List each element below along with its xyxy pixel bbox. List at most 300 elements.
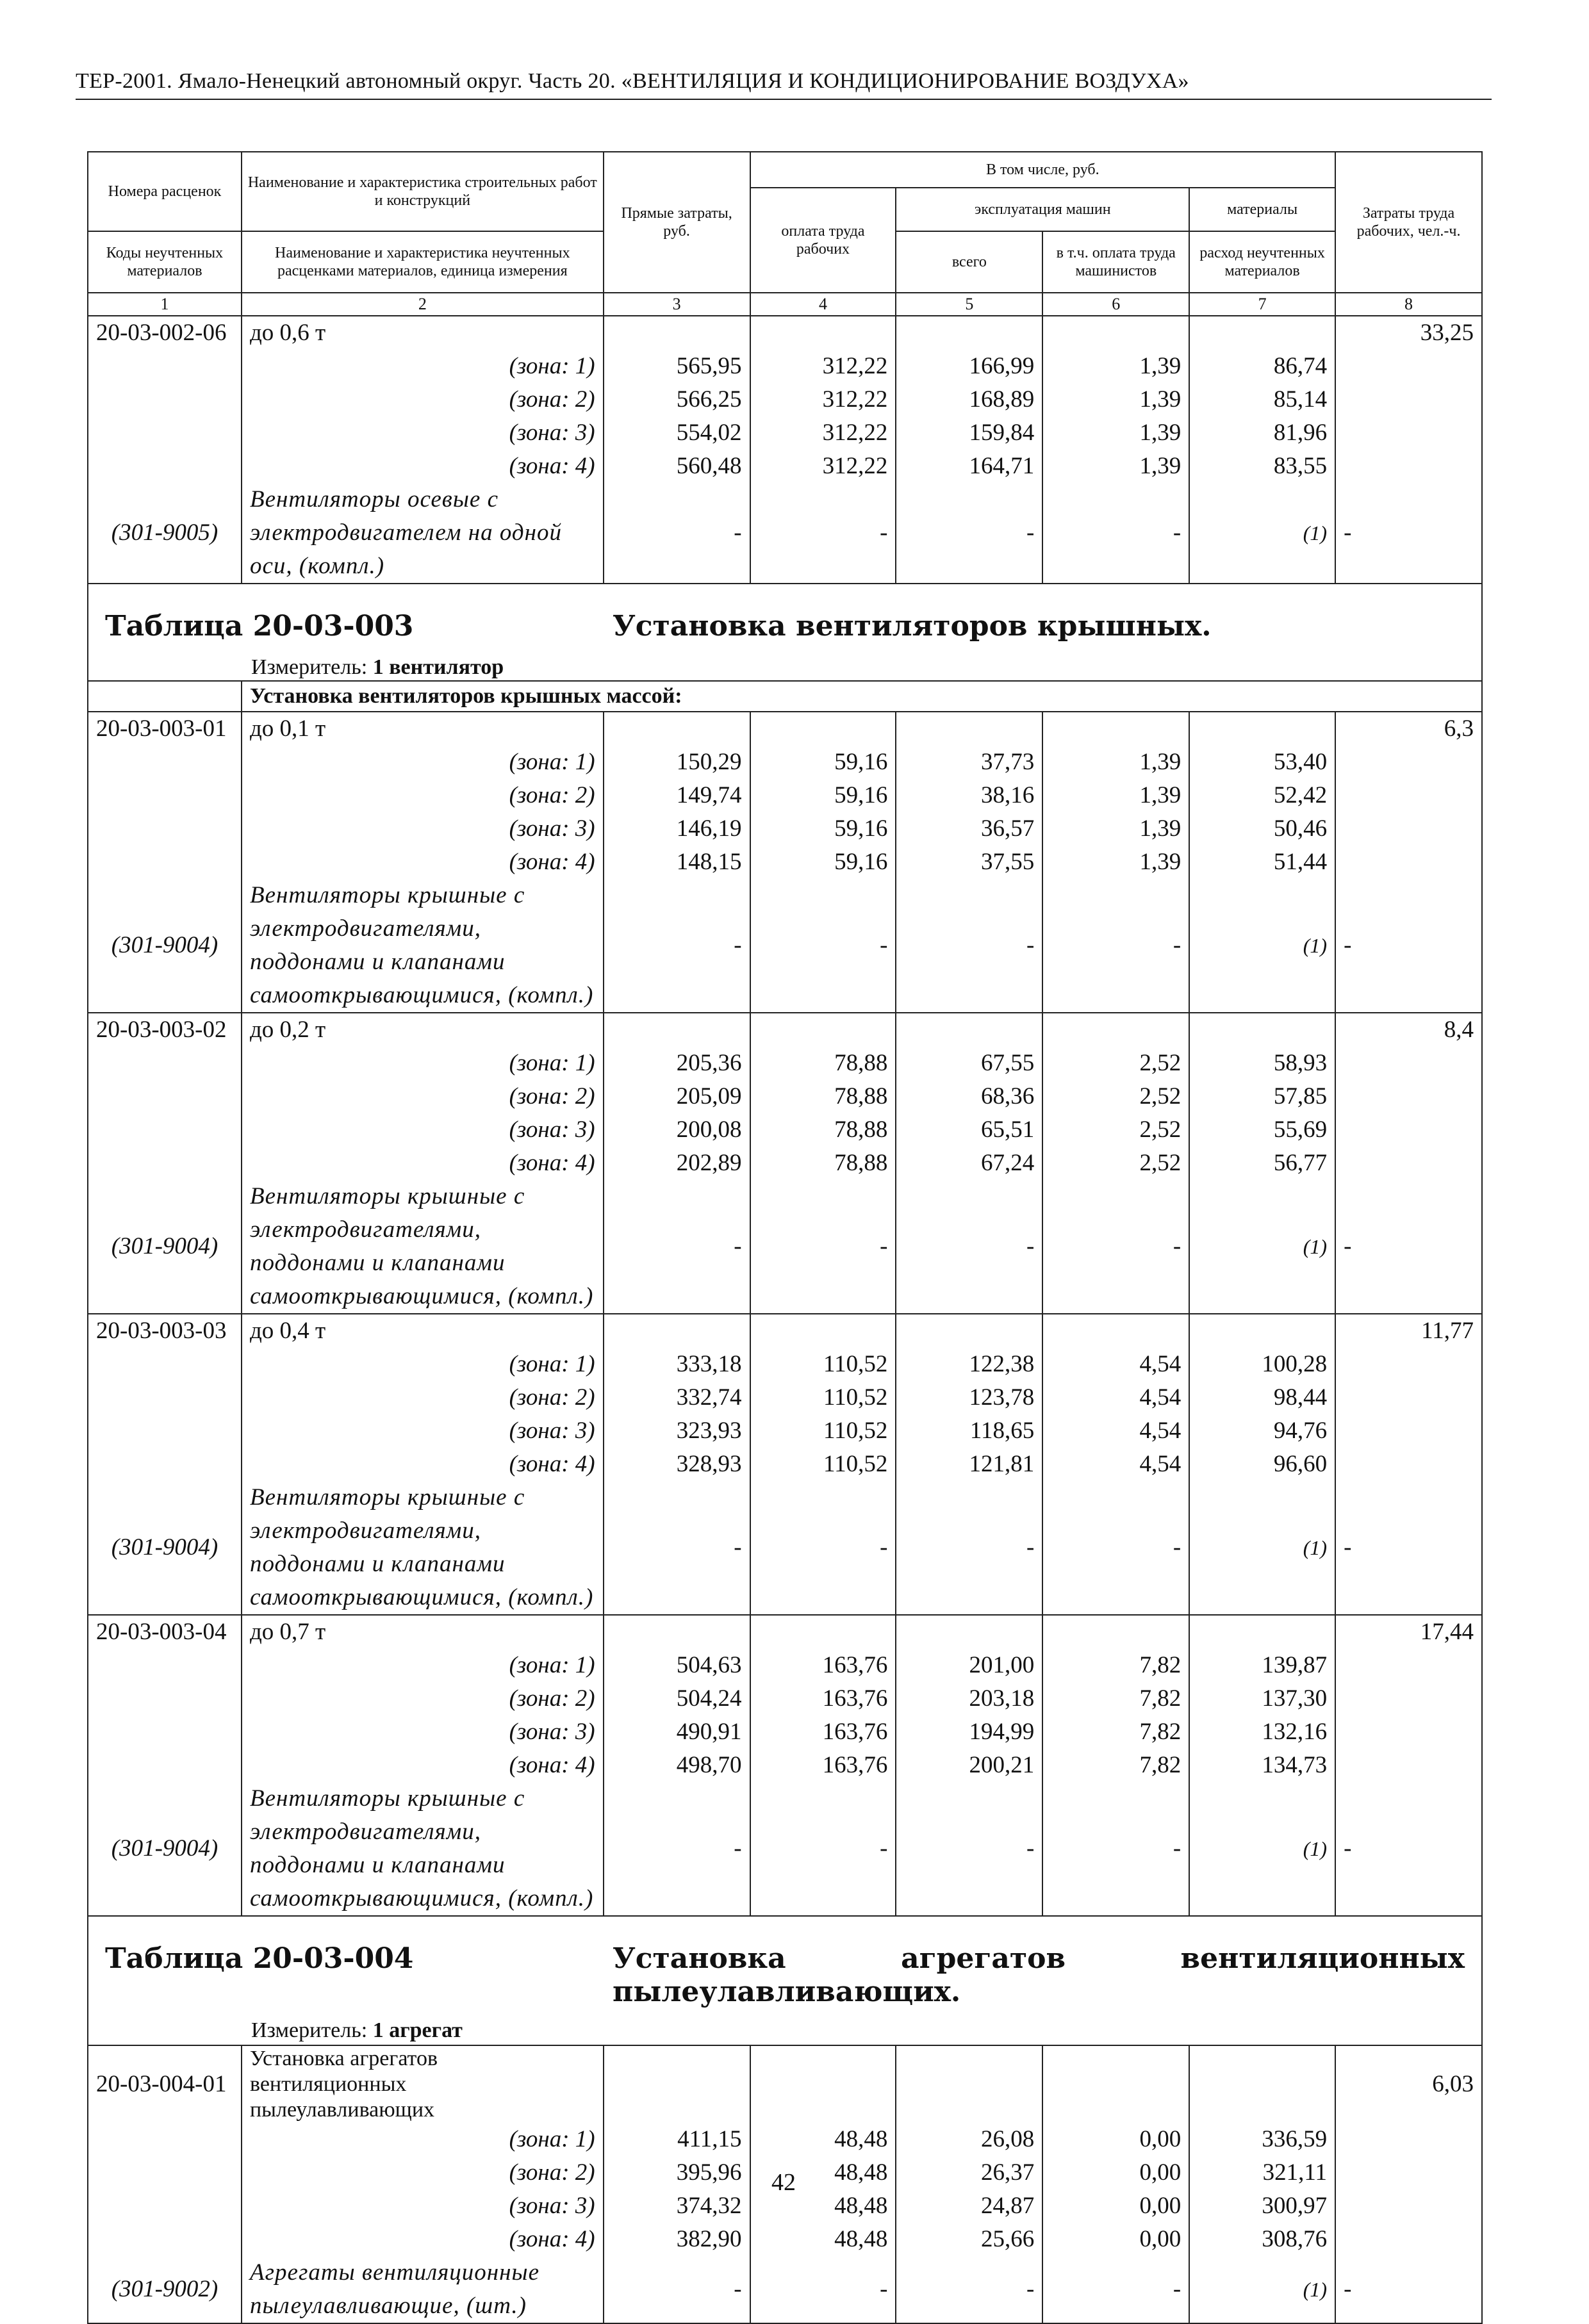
empty-cell [750, 316, 896, 350]
empty-cell [1335, 1682, 1482, 1715]
col-material-use: расход неучтенных материалов [1189, 231, 1335, 293]
dash-value: - [1042, 879, 1189, 1013]
empty-cell [750, 2045, 896, 2123]
dash-value: - [896, 1180, 1042, 1314]
zone-label: (зона: 2) [242, 779, 604, 812]
page-number: 42 [771, 2169, 796, 2196]
empty-cell [88, 1649, 242, 1682]
empty-cell [88, 1682, 242, 1715]
zone-label: (зона: 3) [242, 1113, 604, 1147]
zone-label: (зона: 2) [242, 1381, 604, 1414]
zone-row [88, 1348, 1482, 1381]
zone-label: (зона: 4) [242, 1448, 604, 1481]
empty-cell [1335, 450, 1482, 483]
dash-value: - [750, 1782, 896, 1916]
col-rate-numbers: Номера расценок [88, 152, 242, 231]
empty-cell [88, 1348, 242, 1381]
zone-label: (зона: 2) [242, 1080, 604, 1113]
dash-value: - [750, 879, 896, 1013]
dash-value: - [604, 2256, 750, 2323]
zone-label: (зона: 4) [242, 1749, 604, 1782]
table-heading-row [88, 1916, 1482, 2045]
empty-cell [896, 712, 1042, 746]
rate-block-b2 [88, 1013, 1482, 1314]
col-material-codes: Коды неучтенных материалов [88, 231, 242, 293]
col-materials: материалы [1189, 188, 1335, 231]
cost-value: 55,69 [1189, 1113, 1335, 1147]
cost-value: 203,18 [896, 1682, 1042, 1715]
cost-value: 59,16 [750, 846, 896, 879]
cost-value: 7,82 [1042, 1715, 1189, 1749]
cost-value: 308,76 [1189, 2223, 1335, 2256]
zone-row [88, 1749, 1482, 1782]
zone-row [88, 350, 1482, 383]
cost-value: 166,99 [896, 350, 1042, 383]
table-title: Установка вентиляторов крышных. [613, 610, 1212, 642]
cost-value: 205,36 [604, 1047, 750, 1080]
dash-value: - [1335, 1782, 1482, 1916]
cost-value: 163,76 [750, 1682, 896, 1715]
cost-value: 554,02 [604, 416, 750, 450]
rate-code-row [88, 2045, 1482, 2123]
cost-value: 36,57 [896, 812, 1042, 846]
cost-value: 333,18 [604, 1348, 750, 1381]
cost-value: 38,16 [896, 779, 1042, 812]
cost-value: 498,70 [604, 1749, 750, 1782]
empty-cell [88, 681, 242, 712]
table-label: Таблица 20-03-004 [105, 1942, 414, 1975]
zone-label: (зона: 1) [242, 2123, 604, 2156]
material-unit: (1) [1189, 1481, 1335, 1615]
cost-value: 0,00 [1042, 2156, 1189, 2189]
dash-value: - [1335, 1481, 1482, 1615]
empty-cell [1335, 383, 1482, 416]
dash-value: - [896, 483, 1042, 584]
cost-value: 122,38 [896, 1348, 1042, 1381]
cost-value: 163,76 [750, 1649, 896, 1682]
rate-code: 20-03-003-02 [88, 1013, 242, 1047]
cost-value: 139,87 [1189, 1649, 1335, 1682]
cost-value: 37,55 [896, 846, 1042, 879]
cost-value: 2,52 [1042, 1080, 1189, 1113]
cost-value: 504,24 [604, 1682, 750, 1715]
empty-cell [1042, 316, 1189, 350]
cost-value: 118,65 [896, 1414, 1042, 1448]
zone-row [88, 746, 1482, 779]
empty-cell [750, 1314, 896, 1348]
cost-value: 68,36 [896, 1080, 1042, 1113]
cost-value: 48,48 [750, 2189, 896, 2223]
zone-row [88, 1649, 1482, 1682]
material-description: Вентиляторы крышные с электродвигателями, поддонами и клапанами самооткрывающимися, (компл.) [242, 1782, 604, 1916]
empty-cell [604, 1615, 750, 1649]
cost-value: 7,82 [1042, 1749, 1189, 1782]
material-code: (301-9004) [88, 879, 242, 1013]
labor-value: 17,44 [1335, 1615, 1482, 1649]
cost-value: 26,37 [896, 2156, 1042, 2189]
empty-cell [1335, 1749, 1482, 1782]
cost-value: 328,93 [604, 1448, 750, 1481]
meter-unit: 1 вентилятор [372, 655, 504, 679]
zone-row [88, 2223, 1482, 2256]
cost-value: 7,82 [1042, 1649, 1189, 1682]
empty-cell [1335, 1448, 1482, 1481]
rate-code-row [88, 712, 1482, 746]
empty-cell [750, 712, 896, 746]
meter-prefix: Измеритель: [251, 655, 368, 679]
empty-cell [88, 1414, 242, 1448]
col-wages: оплата труда рабочих [750, 188, 896, 293]
empty-cell [1335, 1381, 1482, 1414]
dash-value: - [896, 2256, 1042, 2323]
empty-cell [1335, 2156, 1482, 2189]
empty-cell [88, 2223, 242, 2256]
empty-cell [896, 1013, 1042, 1047]
cost-value: 4,54 [1042, 1448, 1189, 1481]
cost-value: 25,66 [896, 2223, 1042, 2256]
empty-cell [1042, 712, 1189, 746]
rate-name: Установка агрегатов вентиляционных пылеулавливающих [242, 2045, 604, 2123]
material-description: Вентиляторы крышные с электродвигателями, поддонами и клапанами самооткрывающимися, (компл.) [242, 879, 604, 1013]
cost-value: 81,96 [1189, 416, 1335, 450]
zone-label: (зона: 1) [242, 1047, 604, 1080]
zone-row [88, 1381, 1482, 1414]
cost-value: 504,63 [604, 1649, 750, 1682]
cost-value: 395,96 [604, 2156, 750, 2189]
cost-value: 132,16 [1189, 1715, 1335, 1749]
empty-cell [88, 1715, 242, 1749]
cost-value: 565,95 [604, 350, 750, 383]
empty-cell [750, 1013, 896, 1047]
cost-value: 48,48 [750, 2156, 896, 2189]
zone-row [88, 2123, 1482, 2156]
rate-name: до 0,6 т [242, 316, 604, 350]
cost-value: 150,29 [604, 746, 750, 779]
rate-name: до 0,1 т [242, 712, 604, 746]
rate-code-row [88, 1615, 1482, 1649]
cost-value: 59,16 [750, 812, 896, 846]
cost-value: 159,84 [896, 416, 1042, 450]
cost-value: 48,48 [750, 2223, 896, 2256]
empty-cell [604, 2045, 750, 2123]
col-num: 3 [604, 293, 750, 316]
dash-value: - [896, 1782, 1042, 1916]
cost-value: 67,55 [896, 1047, 1042, 1080]
empty-cell [896, 316, 1042, 350]
rate-code: 20-03-003-04 [88, 1615, 242, 1649]
cost-value: 194,99 [896, 1715, 1042, 1749]
table-heading-row [88, 584, 1482, 681]
zone-row [88, 1047, 1482, 1080]
cost-value: 0,00 [1042, 2223, 1189, 2256]
table-label: Таблица 20-03-003 [105, 610, 414, 642]
labor-value: 6,3 [1335, 712, 1482, 746]
section-row [88, 681, 1482, 712]
empty-cell [88, 450, 242, 483]
table-heading-t4 [88, 1916, 1482, 2045]
cost-value: 1,39 [1042, 812, 1189, 846]
cost-value: 50,46 [1189, 812, 1335, 846]
zone-label: (зона: 3) [242, 1715, 604, 1749]
cost-value: 110,52 [750, 1448, 896, 1481]
cost-value: 490,91 [604, 1715, 750, 1749]
col-num: 4 [750, 293, 896, 316]
material-code: (301-9004) [88, 1782, 242, 1916]
cost-value: 4,54 [1042, 1381, 1189, 1414]
dash-value: - [1042, 1782, 1189, 1916]
empty-cell [88, 846, 242, 879]
cost-value: 205,09 [604, 1080, 750, 1113]
dash-value: - [1335, 1180, 1482, 1314]
cost-value: 382,90 [604, 2223, 750, 2256]
cost-value: 110,52 [750, 1414, 896, 1448]
cost-value: 59,16 [750, 779, 896, 812]
empty-cell [896, 1314, 1042, 1348]
zone-row [88, 1715, 1482, 1749]
cost-value: 323,93 [604, 1414, 750, 1448]
cost-value: 168,89 [896, 383, 1042, 416]
cost-value: 163,76 [750, 1749, 896, 1782]
cost-value: 2,52 [1042, 1047, 1189, 1080]
material-row [88, 1782, 1482, 1916]
zone-row [88, 779, 1482, 812]
empty-cell [604, 1013, 750, 1047]
zone-row [88, 1682, 1482, 1715]
material-row [88, 1481, 1482, 1615]
cost-value: 24,87 [896, 2189, 1042, 2223]
zone-row [88, 1113, 1482, 1147]
dash-value: - [1335, 483, 1482, 584]
labor-value: 6,03 [1335, 2045, 1482, 2123]
cost-value: 1,39 [1042, 846, 1189, 879]
empty-cell [604, 1314, 750, 1348]
cost-value: 300,97 [1189, 2189, 1335, 2223]
dash-value: - [604, 483, 750, 584]
empty-cell [88, 416, 242, 450]
dash-value: - [1335, 2256, 1482, 2323]
col-direct-costs: Прямые затраты, руб. [604, 152, 750, 293]
cost-value: 560,48 [604, 450, 750, 483]
rate-name: до 0,2 т [242, 1013, 604, 1047]
dash-value: - [604, 1180, 750, 1314]
table-heading-cell [88, 584, 1482, 681]
material-row [88, 1180, 1482, 1314]
zone-row [88, 416, 1482, 450]
zone-label: (зона: 3) [242, 1414, 604, 1448]
cost-value: 110,52 [750, 1348, 896, 1381]
material-row [88, 879, 1482, 1013]
cost-value: 1,39 [1042, 416, 1189, 450]
zone-label: (зона: 1) [242, 1348, 604, 1381]
cost-value: 134,73 [1189, 1749, 1335, 1782]
empty-cell [1335, 2189, 1482, 2223]
zone-row [88, 812, 1482, 846]
column-numbers-row [88, 293, 1482, 316]
zone-label: (зона: 1) [242, 746, 604, 779]
dash-value: - [604, 1481, 750, 1615]
dash-value: - [896, 879, 1042, 1013]
zone-label: (зона: 4) [242, 2223, 604, 2256]
empty-cell [1335, 779, 1482, 812]
col-operators-wages: в т.ч. оплата труда машинистов [1042, 231, 1189, 293]
cost-value: 51,44 [1189, 846, 1335, 879]
zone-row [88, 450, 1482, 483]
material-description: Вентиляторы крышные с электродвигателями, поддонами и клапанами самооткрывающимися, (компл.) [242, 1180, 604, 1314]
rate-block-b1 [88, 712, 1482, 1013]
cost-value: 78,88 [750, 1080, 896, 1113]
cost-value: 86,74 [1189, 350, 1335, 383]
dash-value: - [750, 2256, 896, 2323]
cost-value: 78,88 [750, 1047, 896, 1080]
cost-value: 4,54 [1042, 1348, 1189, 1381]
material-description: Вентиляторы осевые с электродвигателем на одной оси, (компл.) [242, 483, 604, 584]
meter-prefix: Измеритель: [251, 2018, 368, 2042]
empty-cell [1189, 2045, 1335, 2123]
cost-value: 83,55 [1189, 450, 1335, 483]
cost-value: 312,22 [750, 383, 896, 416]
material-description: Агрегаты вентиляционные пылеулавливающие, (шт.) [242, 2256, 604, 2323]
cost-value: 146,19 [604, 812, 750, 846]
cost-value: 336,59 [1189, 2123, 1335, 2156]
page-header: ТЕР-2001. Ямало-Ненецкий автономный округ. Часть 20. «ВЕНТИЛЯЦИЯ И КОНДИЦИОНИРОВАНИЕ ВОЗДУХА» [76, 69, 1492, 100]
cost-value: 98,44 [1189, 1381, 1335, 1414]
rate-code: 20-03-003-03 [88, 1314, 242, 1348]
cost-value: 2,52 [1042, 1147, 1189, 1180]
empty-cell [750, 1615, 896, 1649]
empty-cell [1042, 2045, 1189, 2123]
col-material-names: Наименование и характеристика неучтенных расценками материалов, единица измерения [242, 231, 604, 293]
empty-cell [604, 316, 750, 350]
zone-row [88, 1080, 1482, 1113]
dash-value: - [1335, 879, 1482, 1013]
rate-block-b4 [88, 1615, 1482, 1916]
zone-row [88, 846, 1482, 879]
dash-value: - [1042, 1180, 1189, 1314]
zone-label: (зона: 3) [242, 812, 604, 846]
cost-value: 321,11 [1189, 2156, 1335, 2189]
material-row [88, 2256, 1482, 2323]
dash-value: - [1042, 1481, 1189, 1615]
cost-value: 56,77 [1189, 1147, 1335, 1180]
table-heading-wrap [88, 1917, 1481, 2045]
empty-cell [88, 1381, 242, 1414]
rate-code: 20-03-003-01 [88, 712, 242, 746]
empty-cell [1335, 1113, 1482, 1147]
cost-value: 1,39 [1042, 383, 1189, 416]
zone-label: (зона: 2) [242, 383, 604, 416]
cost-value: 110,52 [750, 1381, 896, 1414]
material-unit: (1) [1189, 1782, 1335, 1916]
zone-label: (зона: 2) [242, 1682, 604, 1715]
rate-name: до 0,7 т [242, 1615, 604, 1649]
dash-value: - [896, 1481, 1042, 1615]
cost-value: 78,88 [750, 1147, 896, 1180]
empty-cell [88, 2189, 242, 2223]
cost-value: 566,25 [604, 383, 750, 416]
cost-value: 67,24 [896, 1147, 1042, 1180]
cost-value: 65,51 [896, 1113, 1042, 1147]
rate-name: до 0,4 т [242, 1314, 604, 1348]
dash-value: - [750, 1481, 896, 1615]
empty-cell [1189, 316, 1335, 350]
empty-cell [1335, 2223, 1482, 2256]
material-code: (301-9004) [88, 1180, 242, 1314]
dash-value: - [750, 1180, 896, 1314]
cost-value: 164,71 [896, 450, 1042, 483]
empty-cell [896, 1615, 1042, 1649]
zone-row [88, 383, 1482, 416]
empty-cell [604, 712, 750, 746]
col-num: 7 [1189, 293, 1335, 316]
cost-value: 148,15 [604, 846, 750, 879]
cost-value: 94,76 [1189, 1414, 1335, 1448]
empty-cell [1335, 812, 1482, 846]
material-code: (301-9002) [88, 2256, 242, 2323]
empty-cell [1189, 712, 1335, 746]
cost-value: 1,39 [1042, 350, 1189, 383]
empty-cell [1335, 416, 1482, 450]
cost-value: 52,42 [1189, 779, 1335, 812]
table-heading-cell [88, 1916, 1482, 2045]
material-unit: (1) [1189, 1180, 1335, 1314]
cost-value: 163,76 [750, 1715, 896, 1749]
empty-cell [1189, 1013, 1335, 1047]
cost-value: 37,73 [896, 746, 1042, 779]
cost-value: 123,78 [896, 1381, 1042, 1414]
empty-cell [88, 1147, 242, 1180]
cost-value: 85,14 [1189, 383, 1335, 416]
dash-value: - [750, 483, 896, 584]
dash-value: - [1042, 2256, 1189, 2323]
empty-cell [88, 746, 242, 779]
material-row [88, 483, 1482, 584]
rate-code: 20-03-002-06 [88, 316, 242, 350]
cost-value: 121,81 [896, 1448, 1042, 1481]
empty-cell [1335, 1414, 1482, 1448]
empty-cell [1335, 1047, 1482, 1080]
cost-value: 1,39 [1042, 746, 1189, 779]
material-code: (301-9005) [88, 483, 242, 584]
labor-value: 11,77 [1335, 1314, 1482, 1348]
empty-cell [1335, 1649, 1482, 1682]
cost-value: 0,00 [1042, 2189, 1189, 2223]
dash-value: - [604, 1782, 750, 1916]
empty-cell [1335, 1348, 1482, 1381]
empty-cell [88, 350, 242, 383]
dash-value: - [604, 879, 750, 1013]
material-unit: (1) [1189, 2256, 1335, 2323]
zone-label: (зона: 4) [242, 846, 604, 879]
table-title: Установка агрегатов вентиляционных пылеулавливающих. [613, 1942, 1465, 2008]
rate-code: 20-03-004-01 [88, 2045, 242, 2123]
empty-cell [1189, 1615, 1335, 1649]
cost-value: 59,16 [750, 746, 896, 779]
table-heading-wrap [88, 584, 1481, 680]
cost-value: 58,93 [1189, 1047, 1335, 1080]
empty-cell [1335, 746, 1482, 779]
table-meter [251, 651, 504, 684]
rates-table [87, 151, 1483, 2324]
empty-cell [1189, 1314, 1335, 1348]
zone-label: (зона: 4) [242, 450, 604, 483]
zone-label: (зона: 4) [242, 1147, 604, 1180]
rate-code-row [88, 1013, 1482, 1047]
cost-value: 48,48 [750, 2123, 896, 2156]
cost-value: 332,74 [604, 1381, 750, 1414]
section-title: Установка вентиляторов крышных массой: [242, 681, 1482, 712]
zone-label: (зона: 1) [242, 350, 604, 383]
cost-value: 2,52 [1042, 1113, 1189, 1147]
